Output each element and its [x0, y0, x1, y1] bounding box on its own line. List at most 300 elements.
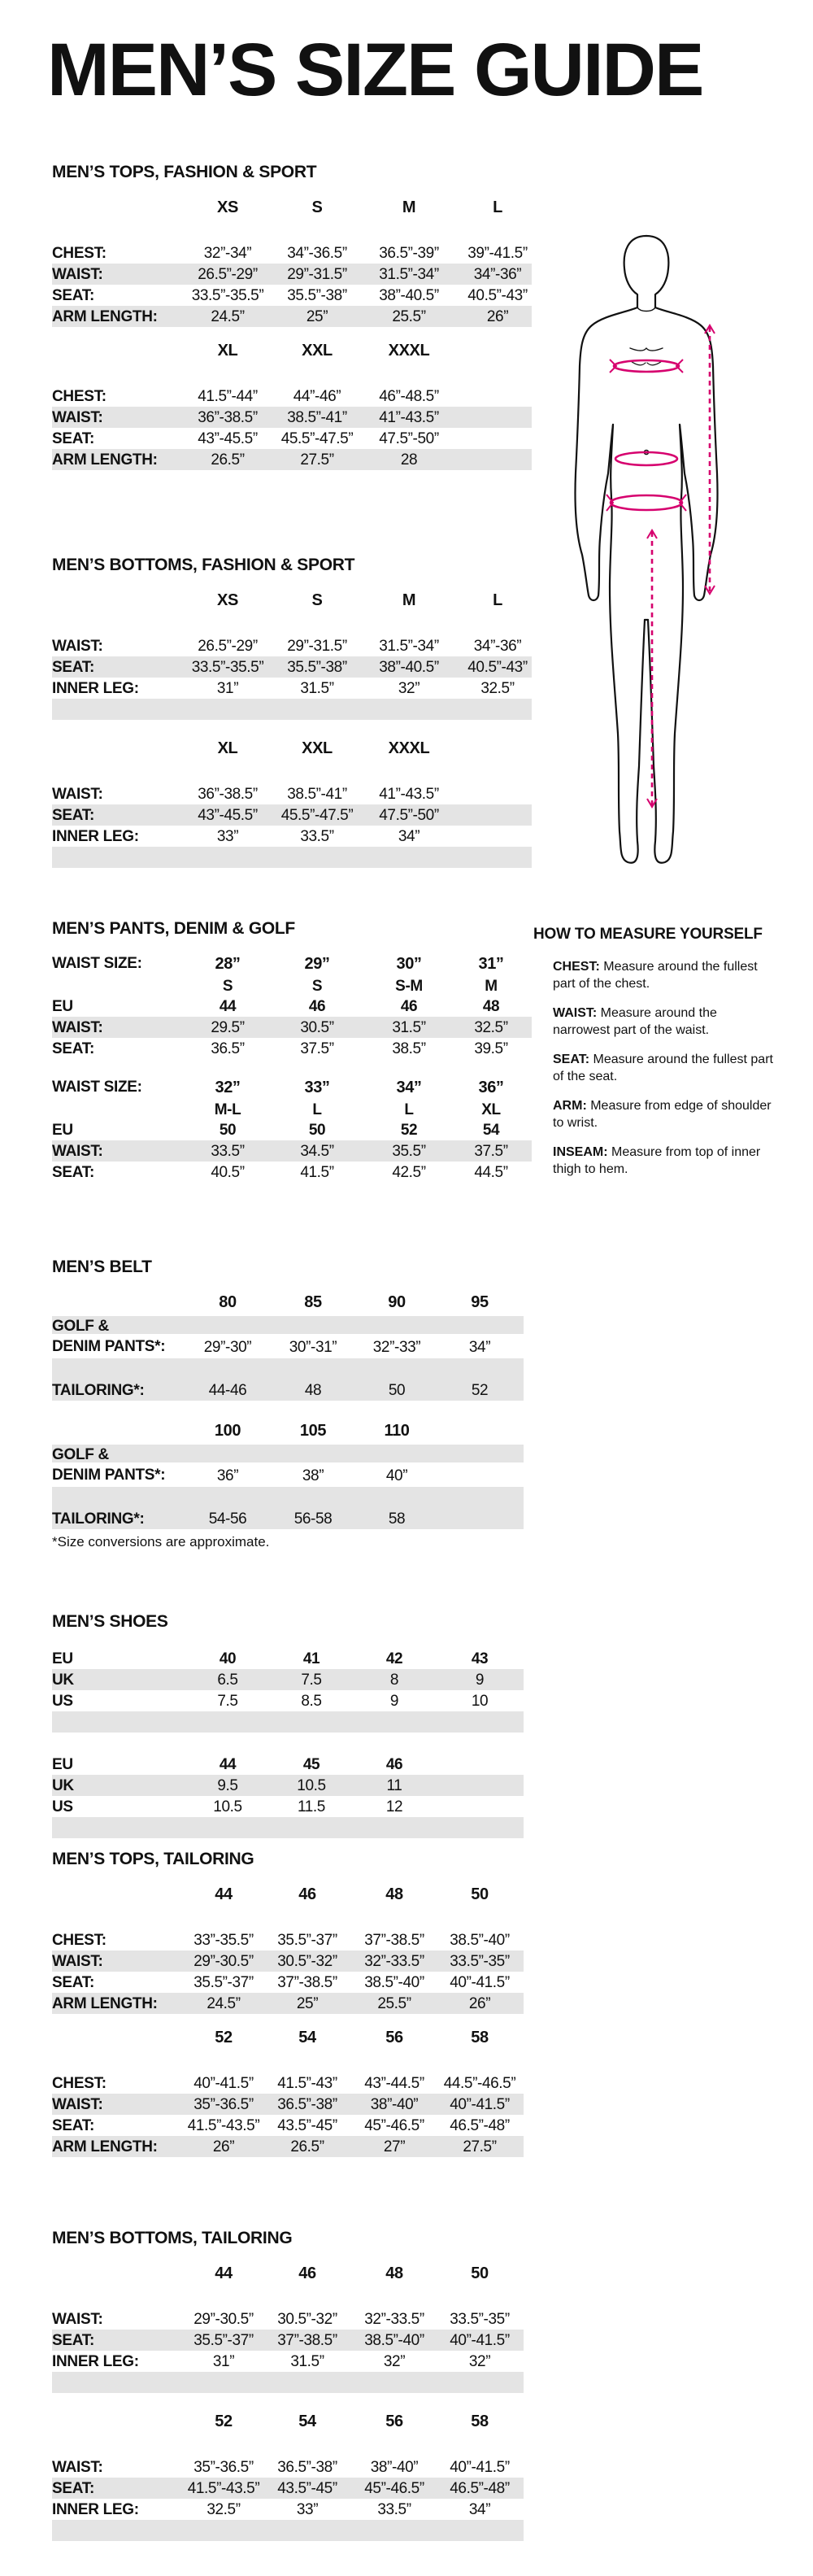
table-cell: 48: [304, 1382, 322, 1399]
size-column-header: 95: [471, 1293, 489, 1311]
table-cell: 29”-31.5”: [287, 266, 347, 283]
table-cell: 27.5”: [463, 2138, 497, 2155]
size-column-header: 31”: [478, 955, 504, 973]
page-title: MEN’S SIZE GUIDE: [47, 28, 703, 111]
size-table-group: [52, 1079, 532, 1183]
table-row: [52, 1796, 524, 1817]
row-label: WAIST:: [52, 2311, 103, 2328]
spacer-row: [52, 1711, 524, 1733]
spacer-row: [52, 221, 532, 242]
table-cell: 35.5”: [392, 1143, 426, 1160]
table-cell: 33.5”-35”: [450, 1953, 510, 1970]
size-header-row: [52, 591, 532, 614]
row-label: INNER LEG:: [52, 828, 139, 845]
table-row: [52, 783, 532, 804]
table-cell: 27”: [383, 2138, 406, 2155]
body-measurement-figure: [553, 229, 740, 872]
row-label: CHEST:: [52, 388, 107, 405]
how-to-text: Measure around the narrowest part of the waist.: [553, 1006, 717, 1037]
row-label: SEAT:: [52, 2332, 94, 2349]
how-to-item: [553, 1097, 777, 1131]
table-cell: 38.5”-40”: [364, 2332, 424, 2349]
row-label: US: [52, 1798, 73, 1815]
size-table-group: [52, 955, 532, 1059]
table-cell: 26.5”: [290, 2138, 324, 2155]
table-cell: 35.5”-37”: [193, 1974, 254, 1991]
section-bottoms-tailoring: [52, 2229, 524, 2541]
table-cell: 32.5”: [474, 1019, 508, 1036]
row-label: TAILORING*:: [52, 1382, 145, 1399]
table-cell: 40.5”-43”: [467, 287, 528, 304]
size-header-row: [52, 1079, 532, 1101]
table-cell: 41”-43.5”: [379, 409, 439, 426]
table-cell: 25”: [296, 1995, 319, 2012]
size-column-header: 29”: [304, 955, 330, 973]
table-row: [52, 264, 532, 285]
table-cell: 28: [400, 451, 418, 469]
size-header-row: [52, 2264, 524, 2287]
size-letter: XL: [481, 1101, 501, 1118]
size-header-row: [52, 2029, 524, 2051]
table-cell: 9.5: [217, 1777, 238, 1794]
table-cell: 29”-30.5”: [193, 2311, 254, 2328]
table-row: [52, 1446, 524, 1487]
table-cell: 50: [219, 1122, 237, 1139]
table-cell: 31.5”-34”: [379, 638, 439, 655]
row-label: SEAT:: [52, 807, 94, 824]
size-column-header: 105: [299, 1422, 327, 1440]
size-column-header: 33”: [304, 1079, 330, 1096]
spacer-row: [52, 2520, 524, 2541]
table-row: [52, 407, 532, 428]
table-cell: 7.5: [301, 1672, 322, 1689]
table-row: [52, 2351, 524, 2372]
table-cell: 26”: [486, 308, 509, 325]
size-column-header: 58: [471, 2029, 489, 2046]
spacer-row: [52, 614, 532, 635]
size-letter: S-M: [395, 978, 423, 995]
table-cell: 33.5”-35.5”: [191, 287, 264, 304]
size-table-group: [52, 1885, 524, 2014]
table-cell: 40”-41.5”: [450, 2332, 510, 2349]
how-to-text: Measure around the fullest part of the seat.: [553, 1053, 773, 1083]
table-cell: 40”-41.5”: [450, 2459, 510, 2476]
row-label: SEAT:: [52, 2117, 94, 2134]
size-column-header: 44: [215, 2264, 233, 2282]
row-label: ARM LENGTH:: [52, 451, 158, 469]
table-cell: 44.5”-46.5”: [443, 2075, 516, 2092]
size-column-header: XS: [217, 198, 238, 216]
row-label: SEAT:: [52, 1164, 94, 1181]
spacer-row: [52, 699, 532, 720]
table-cell: 41.5”-43”: [277, 2075, 337, 2092]
size-table-group: [52, 1648, 524, 1733]
table-row: [52, 1690, 524, 1711]
table-cell: 36.5”-38”: [277, 2096, 337, 2113]
table-row: [52, 678, 532, 699]
size-column-header: 34”: [396, 1079, 422, 1096]
table-row: [52, 2094, 524, 2115]
row-label: INNER LEG:: [52, 2501, 139, 2518]
size-column-header: 52: [215, 2413, 233, 2430]
size-column-header: 80: [219, 1293, 237, 1311]
row-label: WAIST:: [52, 786, 103, 803]
table-row: [52, 826, 532, 847]
table-row: [52, 1775, 524, 1796]
section-title: MEN’S BOTTOMS, TAILORING: [52, 2229, 293, 2247]
chest-measure-line: [614, 360, 679, 372]
table-cell: 43”-44.5”: [364, 2075, 424, 2092]
size-header-row: [52, 739, 532, 762]
table-row: [52, 1119, 532, 1140]
how-to-term: INSEAM:: [553, 1145, 608, 1159]
table-cell: 36”-38.5”: [198, 786, 258, 803]
table-cell: 34”-36.5”: [287, 245, 347, 262]
table-cell: 41.5”-43.5”: [187, 2480, 260, 2497]
size-header-row: [52, 1422, 524, 1445]
size-header-row: [52, 1293, 524, 1316]
table-cell: 32”-34”: [203, 245, 252, 262]
table-cell: 9: [475, 1672, 485, 1689]
row-label: INNER LEG:: [52, 680, 139, 697]
size-table-group: [52, 1293, 524, 1401]
table-cell: 46: [308, 998, 326, 1015]
table-row: [52, 1140, 532, 1162]
table-row: [52, 2330, 524, 2351]
table-row: [52, 2136, 524, 2157]
section-title: MEN’S PANTS, DENIM & GOLF: [52, 919, 295, 938]
table-row: [52, 1754, 524, 1775]
row-label: WAIST:: [52, 638, 103, 655]
table-cell: 35.5”-37”: [277, 1932, 337, 1949]
row-label: SEAT:: [52, 659, 94, 676]
size-column-header: 54: [298, 2413, 316, 2430]
table-row: [52, 1162, 532, 1183]
how-to-text: Measure from top of inner thigh to hem.: [553, 1145, 761, 1176]
table-cell: 33.5”: [211, 1143, 245, 1160]
section-bottoms-fashion: [52, 556, 532, 868]
table-cell: 33.5”: [300, 828, 334, 845]
spacer-row: [52, 2051, 524, 2073]
table-cell: 42.5”: [392, 1164, 426, 1181]
table-cell: 8: [389, 1672, 399, 1689]
table-cell: 30”-31”: [289, 1339, 337, 1356]
table-cell: 34”-36”: [473, 638, 522, 655]
size-note: *Size conversions are approximate.: [52, 1534, 270, 1550]
table-cell: 40.5”: [211, 1164, 245, 1181]
table-cell: 25.5”: [377, 1995, 411, 2012]
table-row: [52, 285, 532, 306]
row-label: ARM LENGTH:: [52, 1995, 158, 2012]
table-cell: 10.5: [297, 1777, 326, 1794]
table-cell: 32”-33”: [372, 1339, 421, 1356]
size-header-row: [52, 342, 532, 364]
table-row: [52, 804, 532, 826]
table-cell: 39”-41.5”: [467, 245, 528, 262]
table-cell: 26”: [212, 2138, 235, 2155]
size-header-row: [52, 2413, 524, 2435]
row-label: ARM LENGTH:: [52, 308, 158, 325]
table-cell: 31.5”-34”: [379, 266, 439, 283]
table-cell: 32.5”: [207, 2501, 241, 2518]
size-sub-header-row: [52, 978, 532, 996]
table-cell: 43: [471, 1650, 489, 1667]
how-to-text: Measure from edge of shoulder to wrist.: [553, 1099, 772, 1130]
table-cell: 45”-46.5”: [364, 2117, 424, 2134]
table-cell: 38”-40”: [370, 2459, 419, 2476]
body-outline: [575, 236, 717, 863]
row-label: WAIST:: [52, 1019, 103, 1036]
spacer-row: [52, 847, 532, 868]
table-row: [52, 996, 532, 1017]
table-cell: 25”: [306, 308, 328, 325]
table-cell: 46: [400, 998, 418, 1015]
size-column-header: 30”: [396, 955, 422, 973]
table-cell: 33.5”-35”: [450, 2311, 510, 2328]
table-cell: 26.5”-29”: [198, 638, 258, 655]
how-to-term: SEAT:: [553, 1053, 590, 1066]
size-column-header: 110: [384, 1422, 410, 1440]
table-row: [52, 1929, 524, 1951]
section-belt: [52, 1257, 524, 1550]
size-letter: S: [311, 978, 323, 995]
table-cell: 44.5”: [474, 1164, 508, 1181]
table-cell: 40”-41.5”: [450, 2096, 510, 2113]
table-cell: 47.5”-50”: [379, 807, 439, 824]
row-label: SEAT:: [52, 1040, 94, 1057]
how-to-item: [553, 958, 777, 992]
table-row: [52, 1380, 524, 1401]
table-row: [52, 242, 532, 264]
table-cell: 37”-38.5”: [364, 1932, 424, 1949]
table-cell: 43.5”-45”: [277, 2117, 337, 2134]
size-column-header: M: [402, 591, 416, 609]
header-label: WAIST SIZE:: [52, 1079, 142, 1096]
table-cell: 45: [302, 1756, 320, 1773]
row-label: WAIST:: [52, 2459, 103, 2476]
size-column-header: L: [493, 198, 502, 216]
size-sub-header-row: [52, 1101, 532, 1119]
row-label: SEAT:: [52, 2480, 94, 2497]
row-label: WAIST:: [52, 409, 103, 426]
table-row: [52, 449, 532, 470]
section-title: MEN’S SHOES: [52, 1612, 168, 1631]
table-cell: 24.5”: [211, 308, 245, 325]
table-cell: 38.5”-40”: [364, 1974, 424, 1991]
row-label: ARM LENGTH:: [52, 2138, 158, 2155]
size-column-header: 36”: [478, 1079, 504, 1096]
table-cell: 26”: [468, 1995, 491, 2012]
table-row: [52, 2499, 524, 2520]
table-cell: 36”: [216, 1467, 239, 1484]
size-column-header: 48: [385, 1885, 403, 1903]
row-label: UK: [52, 1672, 74, 1689]
table-cell: 32.5”: [480, 680, 515, 697]
table-row: [52, 1017, 532, 1038]
size-letter: M: [485, 978, 498, 995]
spacer-row: [52, 1817, 524, 1838]
table-cell: 10: [471, 1693, 489, 1710]
table-cell: 50: [308, 1122, 326, 1139]
table-row: [52, 635, 532, 656]
size-table-group: [52, 198, 532, 327]
row-label: EU: [52, 998, 73, 1015]
table-cell: 54-56: [208, 1510, 247, 1528]
table-cell: 26.5”-29”: [198, 266, 258, 283]
size-letter: L: [312, 1101, 322, 1118]
size-column-header: M: [402, 198, 416, 216]
size-column-header: XXL: [302, 739, 333, 757]
table-cell: 45.5”-47.5”: [280, 430, 354, 447]
table-cell: 34.5”: [300, 1143, 334, 1160]
size-column-header: 46: [298, 2264, 316, 2282]
how-to-item: [553, 1051, 777, 1085]
row-label: SEAT:: [52, 1974, 94, 1991]
size-column-header: 56: [385, 2413, 403, 2430]
how-to-text: Measure around the fullest part of the chest.: [553, 960, 758, 991]
table-cell: 47.5”-50”: [379, 430, 439, 447]
section-shoes: [52, 1612, 524, 1838]
table-cell: 11: [386, 1777, 402, 1794]
header-label: WAIST SIZE:: [52, 955, 142, 972]
size-table-group: [52, 2029, 524, 2157]
table-cell: 37”-38.5”: [277, 1974, 337, 1991]
table-cell: 36”-38.5”: [198, 409, 258, 426]
row-label: INNER LEG:: [52, 2353, 139, 2370]
table-cell: 40”-41.5”: [193, 2075, 254, 2092]
table-cell: 12: [385, 1798, 403, 1815]
section-tops-fashion: [52, 163, 532, 470]
table-cell: 44: [219, 998, 237, 1015]
table-cell: 56-58: [293, 1510, 333, 1528]
size-table-group: [52, 342, 532, 470]
table-cell: 40: [219, 1650, 237, 1667]
table-cell: 46.5”-48”: [450, 2117, 510, 2134]
table-row: [52, 1318, 524, 1358]
size-table-group: [52, 1422, 524, 1529]
table-cell: 39.5”: [474, 1040, 508, 1057]
row-label: EU: [52, 1756, 73, 1773]
how-to-term: WAIST:: [553, 1006, 598, 1020]
table-row: [52, 1648, 524, 1669]
row-label: WAIST:: [52, 1143, 103, 1160]
how-to-item: [553, 1144, 777, 1178]
table-cell: 29”-31.5”: [287, 638, 347, 655]
size-column-header: 52: [215, 2029, 233, 2046]
table-cell: 31”: [216, 680, 239, 697]
table-cell: 46”-48.5”: [379, 388, 439, 405]
row-label: GOLF & DENIM PANTS*:: [52, 1446, 166, 1484]
table-cell: 46: [385, 1756, 403, 1773]
table-cell: 36.5”-38”: [277, 2459, 337, 2476]
section-title: MEN’S BELT: [52, 1257, 152, 1276]
table-cell: 37.5”: [300, 1040, 334, 1057]
table-cell: 24.5”: [207, 1995, 241, 2012]
table-cell: 32”: [468, 2353, 491, 2370]
table-cell: 44”-46”: [293, 388, 341, 405]
how-to-measure: [533, 926, 777, 1190]
table-cell: 9: [389, 1693, 399, 1710]
size-column-header: 54: [298, 2029, 316, 2046]
table-row: [52, 2115, 524, 2136]
size-letter: L: [404, 1101, 414, 1118]
table-row: [52, 1993, 524, 2014]
table-cell: 45.5”-47.5”: [280, 807, 354, 824]
table-row: [52, 2308, 524, 2330]
table-cell: 31.5”: [290, 2353, 324, 2370]
section-title: MEN’S TOPS, TAILORING: [52, 1850, 254, 1868]
table-cell: 34”-36”: [473, 266, 522, 283]
spacer-row: [52, 1908, 524, 1929]
table-cell: 45”-46.5”: [364, 2480, 424, 2497]
section-pants-denim: [52, 919, 532, 1183]
row-label: UK: [52, 1777, 74, 1794]
table-cell: 35.5”-38”: [287, 659, 347, 676]
table-cell: 38.5”: [392, 1040, 426, 1057]
table-cell: 54: [482, 1122, 500, 1139]
how-to-term: ARM:: [553, 1099, 587, 1113]
table-cell: 44-46: [208, 1382, 247, 1399]
how-to-list: [533, 958, 777, 1178]
table-row: [52, 1972, 524, 1993]
size-column-header: 28”: [215, 955, 241, 973]
table-cell: 34”: [468, 2501, 491, 2518]
size-column-header: 58: [471, 2413, 489, 2430]
section-title: MEN’S TOPS, FASHION & SPORT: [52, 163, 317, 181]
size-column-header: 50: [471, 2264, 489, 2282]
spacer-row: [52, 2287, 524, 2308]
size-column-header: XXXL: [388, 739, 430, 757]
table-cell: 34”: [468, 1339, 491, 1356]
table-cell: 30.5”: [300, 1019, 334, 1036]
table-cell: 41.5”-44”: [198, 388, 258, 405]
table-cell: 43”-45.5”: [198, 807, 258, 824]
seat-measure-line: [611, 495, 682, 510]
table-cell: 36.5”: [211, 1040, 245, 1057]
table-cell: 52: [471, 1382, 489, 1399]
size-column-header: S: [311, 591, 323, 609]
table-cell: 7.5: [217, 1693, 238, 1710]
size-column-header: 90: [388, 1293, 406, 1311]
table-row: [52, 2478, 524, 2499]
table-row: [52, 2073, 524, 2094]
size-column-header: 46: [298, 1885, 316, 1903]
table-cell: 50: [388, 1382, 406, 1399]
table-cell: 11.5: [298, 1798, 325, 1815]
table-cell: 44: [219, 1756, 237, 1773]
table-cell: 35”-36.5”: [193, 2459, 254, 2476]
how-to-term: CHEST:: [553, 960, 600, 974]
table-cell: 29”-30.5”: [193, 1953, 254, 1970]
table-cell: 38”: [302, 1467, 324, 1484]
row-label: SEAT:: [52, 430, 94, 447]
table-cell: 38”-40.5”: [379, 287, 439, 304]
size-column-header: 85: [304, 1293, 322, 1311]
size-column-header: 32”: [215, 1079, 241, 1096]
table-cell: 42: [385, 1650, 403, 1667]
table-cell: 35.5”-37”: [193, 2332, 254, 2349]
table-cell: 33”-35.5”: [193, 1932, 254, 1949]
table-cell: 46.5”-48”: [450, 2480, 510, 2497]
table-cell: 29.5”: [211, 1019, 245, 1036]
table-cell: 6.5: [217, 1672, 238, 1689]
table-cell: 43.5”-45”: [277, 2480, 337, 2497]
row-label: WAIST:: [52, 2096, 103, 2113]
table-cell: 26.5”: [211, 451, 245, 469]
table-cell: 27.5”: [300, 451, 334, 469]
table-cell: 40”-41.5”: [450, 1974, 510, 1991]
table-cell: 43”-45.5”: [198, 430, 258, 447]
